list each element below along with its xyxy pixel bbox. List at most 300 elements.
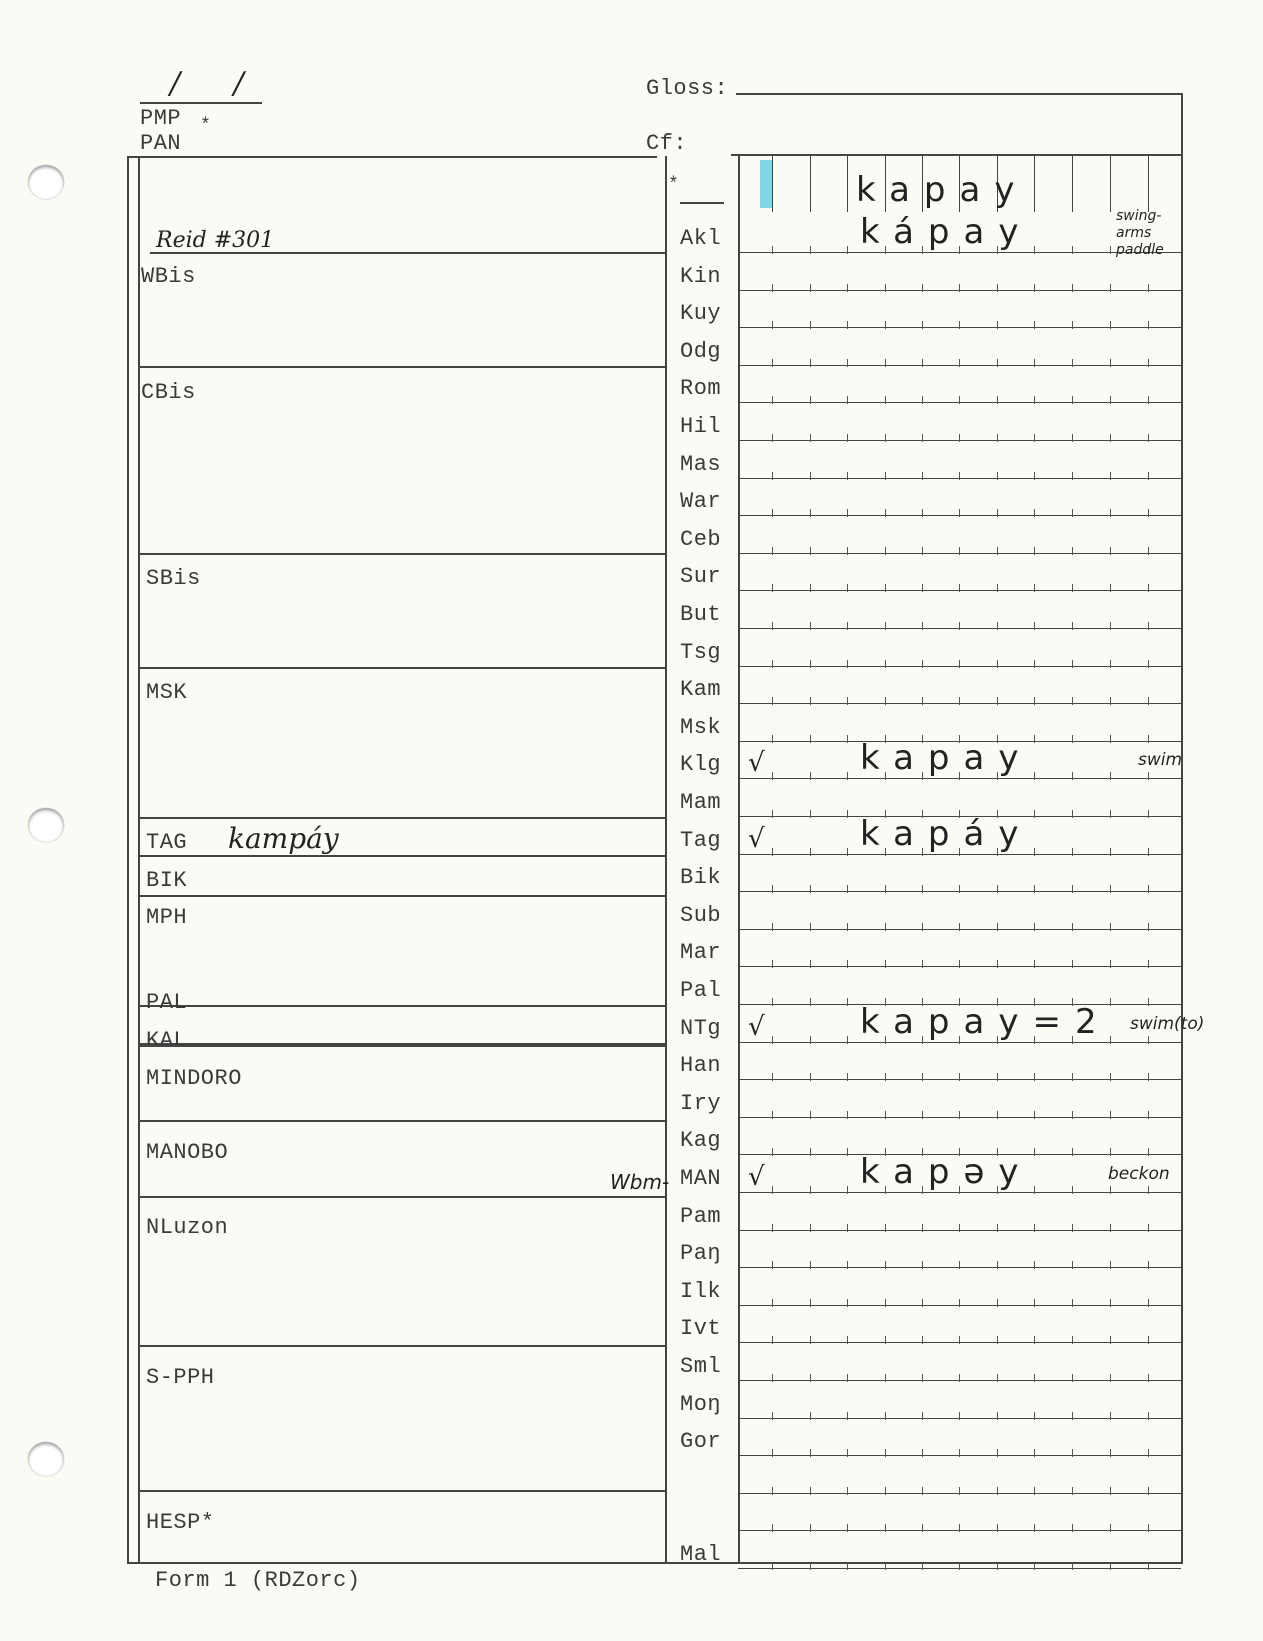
entry-tick <box>1148 1148 1149 1156</box>
entry-tick <box>1148 960 1149 968</box>
entry-tick <box>1072 321 1073 329</box>
entry-tick <box>772 472 773 480</box>
entry-tick <box>997 547 998 555</box>
entry-tick <box>772 359 773 367</box>
entry-tick <box>810 584 811 592</box>
language-code: Mar <box>680 940 722 966</box>
entry-tick <box>922 396 923 404</box>
section-note: kampáy <box>228 822 339 855</box>
entry-tick <box>959 509 960 517</box>
entry-tick <box>1072 1299 1073 1307</box>
entry-tick <box>1148 1336 1149 1344</box>
entry-tick <box>959 1224 960 1232</box>
entry-tick <box>1148 547 1149 555</box>
entry-tick <box>1072 697 1073 705</box>
pmp-star: * <box>200 116 212 136</box>
entry-tick <box>1148 1412 1149 1420</box>
entry-tick <box>959 1261 960 1269</box>
language-code: Tag <box>680 827 722 853</box>
entry-tick <box>847 923 848 931</box>
entry-tick <box>1034 509 1035 517</box>
entry-tick <box>1072 1487 1073 1495</box>
entry-tick <box>959 1412 960 1420</box>
gloss-note: swim <box>1138 750 1183 771</box>
date-mark: / / <box>170 66 266 101</box>
entry-tick <box>1110 547 1111 555</box>
entry-tick <box>997 396 998 404</box>
language-code: Odg <box>680 338 722 364</box>
entry-tick <box>959 1487 960 1495</box>
entry-tick <box>810 1374 811 1382</box>
entry-tick <box>772 434 773 442</box>
entry-tick <box>847 735 848 743</box>
entry-tick <box>1034 472 1035 480</box>
entry-tick <box>1072 1224 1073 1232</box>
proto-underline <box>680 202 724 204</box>
entry-tick <box>772 1111 773 1119</box>
entry-tick <box>1148 1487 1149 1495</box>
entry-tick <box>772 1186 773 1194</box>
entry-tick <box>772 246 773 254</box>
entry-tick <box>885 1412 886 1420</box>
entry-tick <box>922 584 923 592</box>
entry-tick <box>1072 1073 1073 1081</box>
proto-cell-divider <box>1034 156 1035 212</box>
entry-tick <box>847 810 848 818</box>
entry-tick <box>959 885 960 893</box>
language-code: Iry <box>680 1090 722 1116</box>
entry-tick <box>922 1524 923 1532</box>
check-mark: √ <box>748 1162 765 1192</box>
entry-tick <box>810 1449 811 1457</box>
section-divider <box>138 366 665 368</box>
language-code: Hil <box>680 414 722 439</box>
entry-tick <box>1110 1261 1111 1269</box>
entry-tick <box>847 509 848 517</box>
entry-tick <box>810 1336 811 1344</box>
entry-tick <box>772 660 773 668</box>
entry-tick <box>885 547 886 555</box>
entry-tick <box>1110 697 1111 705</box>
entry-tick <box>1110 772 1111 780</box>
entry-tick <box>1148 998 1149 1006</box>
entry-tick <box>772 1524 773 1532</box>
entry-tick <box>922 284 923 292</box>
entry-tick <box>1148 584 1149 592</box>
section-divider <box>150 252 665 254</box>
section-side-note: Wbm- <box>610 1170 670 1194</box>
entry-tick <box>1072 885 1073 893</box>
entry-tick <box>810 622 811 630</box>
entry-tick <box>885 1111 886 1119</box>
section-label: KAL <box>146 1028 188 1053</box>
check-mark: √ <box>748 1011 765 1042</box>
entry-tick <box>1034 622 1035 630</box>
entry-tick <box>997 1524 998 1532</box>
proto-cell-divider <box>772 156 773 212</box>
section-label: MANOBO <box>146 1140 229 1165</box>
entry-tick <box>997 960 998 968</box>
entry-tick <box>772 697 773 705</box>
entry-tick <box>847 1073 848 1081</box>
entry-tick <box>847 434 848 442</box>
entry-tick <box>885 1261 886 1269</box>
entry-tick <box>772 1412 773 1420</box>
entry-tick <box>847 998 848 1006</box>
entry-tick <box>847 359 848 367</box>
entry-tick <box>922 1487 923 1495</box>
frame-top-right <box>731 154 1183 156</box>
entry-tick <box>847 472 848 480</box>
entry-tick <box>1034 284 1035 292</box>
entry-tick <box>810 1524 811 1532</box>
entry-tick <box>847 1412 848 1420</box>
entry-tick <box>959 359 960 367</box>
entry-tick <box>1072 960 1073 968</box>
entry-tick <box>772 923 773 931</box>
entry-tick <box>959 960 960 968</box>
entry-tick <box>1148 923 1149 931</box>
language-code: Kam <box>680 677 722 703</box>
entry-tick <box>847 1336 848 1344</box>
section-label: S-PPH <box>146 1365 215 1390</box>
entry-tick <box>772 1036 773 1044</box>
entry-tick <box>1034 246 1035 254</box>
entry-tick <box>810 772 811 780</box>
entry-tick <box>1110 660 1111 668</box>
entry-tick <box>810 998 811 1006</box>
entry-tick <box>1034 1336 1035 1344</box>
entry-tick <box>810 735 811 743</box>
entry-tick <box>922 359 923 367</box>
language-code: Sml <box>680 1354 722 1379</box>
entry-tick <box>997 284 998 292</box>
entry-tick <box>959 622 960 630</box>
entry-tick <box>1148 321 1149 329</box>
language-code: Pam <box>680 1203 722 1229</box>
entry-tick <box>1110 246 1111 254</box>
entry-tick <box>885 472 886 480</box>
entry-tick <box>1072 622 1073 630</box>
entry-tick <box>1148 1186 1149 1194</box>
language-code: Rom <box>680 376 722 402</box>
entry-tick <box>847 1148 848 1156</box>
entry-tick <box>885 284 886 292</box>
entry-tick <box>922 321 923 329</box>
entry-tick <box>922 1336 923 1344</box>
language-code: Paŋ <box>680 1241 722 1267</box>
entry-tick <box>1034 1449 1035 1457</box>
entry-tick <box>885 1374 886 1382</box>
section-label: PAL <box>146 990 188 1015</box>
section-divider <box>138 1345 665 1347</box>
entry-tick <box>810 284 811 292</box>
entry-tick <box>772 885 773 893</box>
entry-tick <box>885 1524 886 1532</box>
entry-tick <box>772 810 773 818</box>
entry-tick <box>1034 1487 1035 1495</box>
entry-tick <box>1072 1336 1073 1344</box>
entry-tick <box>959 923 960 931</box>
entry-tick <box>1034 960 1035 968</box>
entry-tick <box>1110 810 1111 818</box>
section-divider <box>138 553 665 555</box>
entry-tick <box>772 848 773 856</box>
entry-tick <box>772 1073 773 1081</box>
section-label: WBis <box>141 264 196 289</box>
entry-tick <box>1034 810 1035 818</box>
entry-tick <box>1110 923 1111 931</box>
entry-tick <box>847 1562 848 1570</box>
entry-tick <box>810 1299 811 1307</box>
entry-tick <box>810 848 811 856</box>
entry-tick <box>1110 1412 1111 1420</box>
proto-form: kapay <box>856 170 1029 210</box>
language-code: NTg <box>680 1015 722 1041</box>
proto-cell-divider <box>1148 156 1149 212</box>
entry-tick <box>1034 1299 1035 1307</box>
entry-tick <box>810 1224 811 1232</box>
entry-tick <box>1148 1261 1149 1269</box>
entry-tick <box>1148 1073 1149 1081</box>
entry-tick <box>885 660 886 668</box>
entry-tick <box>1110 284 1111 292</box>
entry-tick <box>997 472 998 480</box>
entry-tick <box>959 584 960 592</box>
entry-tick <box>1148 509 1149 517</box>
entry-tick <box>885 697 886 705</box>
section-label: HESP* <box>146 1510 215 1535</box>
proto-highlight <box>760 160 772 208</box>
handwritten-form: kapəy <box>860 1152 1033 1192</box>
entry-tick <box>772 1487 773 1495</box>
entry-tick <box>1034 434 1035 442</box>
entry-tick <box>959 1524 960 1532</box>
entry-tick <box>922 1374 923 1382</box>
entry-tick <box>1110 1186 1111 1194</box>
entry-tick <box>922 1073 923 1081</box>
entry-tick <box>1110 359 1111 367</box>
entry-tick <box>1072 1562 1073 1570</box>
entry-tick <box>1110 1299 1111 1307</box>
entry-tick <box>1072 396 1073 404</box>
entry-tick <box>847 1186 848 1194</box>
entry-tick <box>1072 1111 1073 1119</box>
section-label: SBis <box>146 566 201 591</box>
section-divider <box>138 1196 665 1198</box>
entry-tick <box>772 547 773 555</box>
entry-tick <box>959 1562 960 1570</box>
entry-tick <box>997 622 998 630</box>
entry-tick <box>847 1299 848 1307</box>
entry-tick <box>847 772 848 780</box>
entry-tick <box>847 660 848 668</box>
entry-tick <box>1072 1524 1073 1532</box>
entry-tick <box>959 1073 960 1081</box>
section-divider <box>138 855 665 857</box>
section-divider <box>138 667 665 669</box>
entry-tick <box>772 998 773 1006</box>
entry-tick <box>772 1299 773 1307</box>
entry-tick <box>1034 1562 1035 1570</box>
entry-tick <box>772 960 773 968</box>
gloss-note: beckon <box>1108 1164 1170 1184</box>
left-col-divider <box>665 156 667 1562</box>
entry-tick <box>1072 584 1073 592</box>
entry-tick <box>885 321 886 329</box>
language-code: Mal <box>680 1542 722 1567</box>
entry-tick <box>922 1562 923 1570</box>
entry-tick <box>885 923 886 931</box>
entry-tick <box>1072 1186 1073 1194</box>
entry-tick <box>810 1036 811 1044</box>
proto-cell-divider <box>1072 156 1073 212</box>
date-underline <box>140 102 262 104</box>
entry-tick <box>1072 359 1073 367</box>
entry-tick <box>1072 1449 1073 1457</box>
entry-tick <box>1110 960 1111 968</box>
entry-tick <box>772 396 773 404</box>
language-code: Kin <box>680 263 722 289</box>
entry-tick <box>810 660 811 668</box>
entry-tick <box>1072 923 1073 931</box>
entry-tick <box>1034 547 1035 555</box>
entry-tick <box>810 885 811 893</box>
entry-tick <box>772 1336 773 1344</box>
entry-tick <box>847 321 848 329</box>
entry-tick <box>1148 1562 1149 1570</box>
entry-tick <box>1148 1374 1149 1382</box>
entry-tick <box>772 584 773 592</box>
entry-tick <box>1148 660 1149 668</box>
entry-tick <box>1110 434 1111 442</box>
section-divider <box>138 895 665 897</box>
entry-tick <box>1034 923 1035 931</box>
entry-tick <box>772 1224 773 1232</box>
entry-tick <box>1110 509 1111 517</box>
entry-tick <box>1034 1224 1035 1232</box>
entry-tick <box>772 321 773 329</box>
entry-tick <box>1034 1524 1035 1532</box>
entry-tick <box>885 1487 886 1495</box>
section-divider <box>138 817 665 819</box>
entry-tick <box>1148 1111 1149 1119</box>
section-label: BIK <box>146 868 188 893</box>
language-code: Bik <box>680 865 722 891</box>
gloss-line <box>736 93 1182 95</box>
entry-tick <box>1034 735 1035 743</box>
entry-tick <box>997 923 998 931</box>
entry-tick <box>922 885 923 893</box>
entry-tick <box>810 1186 811 1194</box>
entry-tick <box>1110 1487 1111 1495</box>
entry-tick <box>1110 472 1111 480</box>
language-code: Han <box>680 1053 722 1079</box>
language-code: Tsg <box>680 639 722 665</box>
entry-tick <box>810 1562 811 1570</box>
entry-tick <box>922 923 923 931</box>
entry-tick <box>959 396 960 404</box>
entry-tick <box>772 1562 773 1570</box>
entry-tick <box>810 1487 811 1495</box>
entry-tick <box>1148 1449 1149 1457</box>
entry-tick <box>885 584 886 592</box>
entry-tick <box>997 697 998 705</box>
entry-tick <box>1110 622 1111 630</box>
entry-tick <box>772 1449 773 1457</box>
section-divider <box>138 1490 665 1492</box>
entry-tick <box>997 1336 998 1344</box>
entry-tick <box>1034 1148 1035 1156</box>
entry-tick <box>772 1374 773 1382</box>
section-label: MPH <box>146 905 188 930</box>
entry-tick <box>1148 810 1149 818</box>
entry-tick <box>885 1336 886 1344</box>
proto-star: * <box>668 175 680 195</box>
entry-tick <box>959 1374 960 1382</box>
language-code: Gor <box>680 1429 722 1455</box>
entry-tick <box>1072 246 1073 254</box>
entry-tick <box>847 1111 848 1119</box>
entry-tick <box>810 472 811 480</box>
entry-tick <box>922 434 923 442</box>
entry-tick <box>1034 359 1035 367</box>
handwritten-form: kapay=2 <box>860 1001 1111 1042</box>
section-divider <box>138 1005 665 1007</box>
entry-tick <box>847 1487 848 1495</box>
entry-tick <box>997 1449 998 1457</box>
entry-tick <box>1034 1374 1035 1382</box>
entry-tick <box>1110 1449 1111 1457</box>
entry-tick <box>1110 321 1111 329</box>
entry-tick <box>847 1449 848 1457</box>
entry-tick <box>1110 1224 1111 1232</box>
entry-tick <box>1072 547 1073 555</box>
entry-tick <box>885 1299 886 1307</box>
entry-tick <box>1148 1299 1149 1307</box>
entry-tick <box>810 697 811 705</box>
entry-tick <box>810 1412 811 1420</box>
entry-tick <box>1034 697 1035 705</box>
language-code: Kuy <box>680 301 722 327</box>
entry-tick <box>847 1036 848 1044</box>
entry-tick <box>922 1299 923 1307</box>
pan-label: PAN <box>140 131 182 156</box>
entry-tick <box>847 1524 848 1532</box>
language-code: Moŋ <box>680 1391 722 1417</box>
entry-tick <box>922 1111 923 1119</box>
entry-tick <box>997 1487 998 1495</box>
entry-tick <box>1110 1073 1111 1081</box>
entry-tick <box>1110 885 1111 893</box>
entry-tick <box>1110 735 1111 743</box>
entry-tick <box>810 321 811 329</box>
entry-tick <box>1148 697 1149 705</box>
entry-tick <box>1072 660 1073 668</box>
entry-tick <box>1072 735 1073 743</box>
entry-tick <box>1148 1036 1149 1044</box>
entry-tick <box>1110 396 1111 404</box>
entry-tick <box>997 885 998 893</box>
section-divider <box>138 1045 665 1047</box>
entry-tick <box>922 622 923 630</box>
entry-tick <box>922 660 923 668</box>
entry-tick <box>885 359 886 367</box>
entry-tick <box>1148 735 1149 743</box>
entry-tick <box>1072 472 1073 480</box>
entry-tick <box>997 660 998 668</box>
entry-tick <box>847 848 848 856</box>
